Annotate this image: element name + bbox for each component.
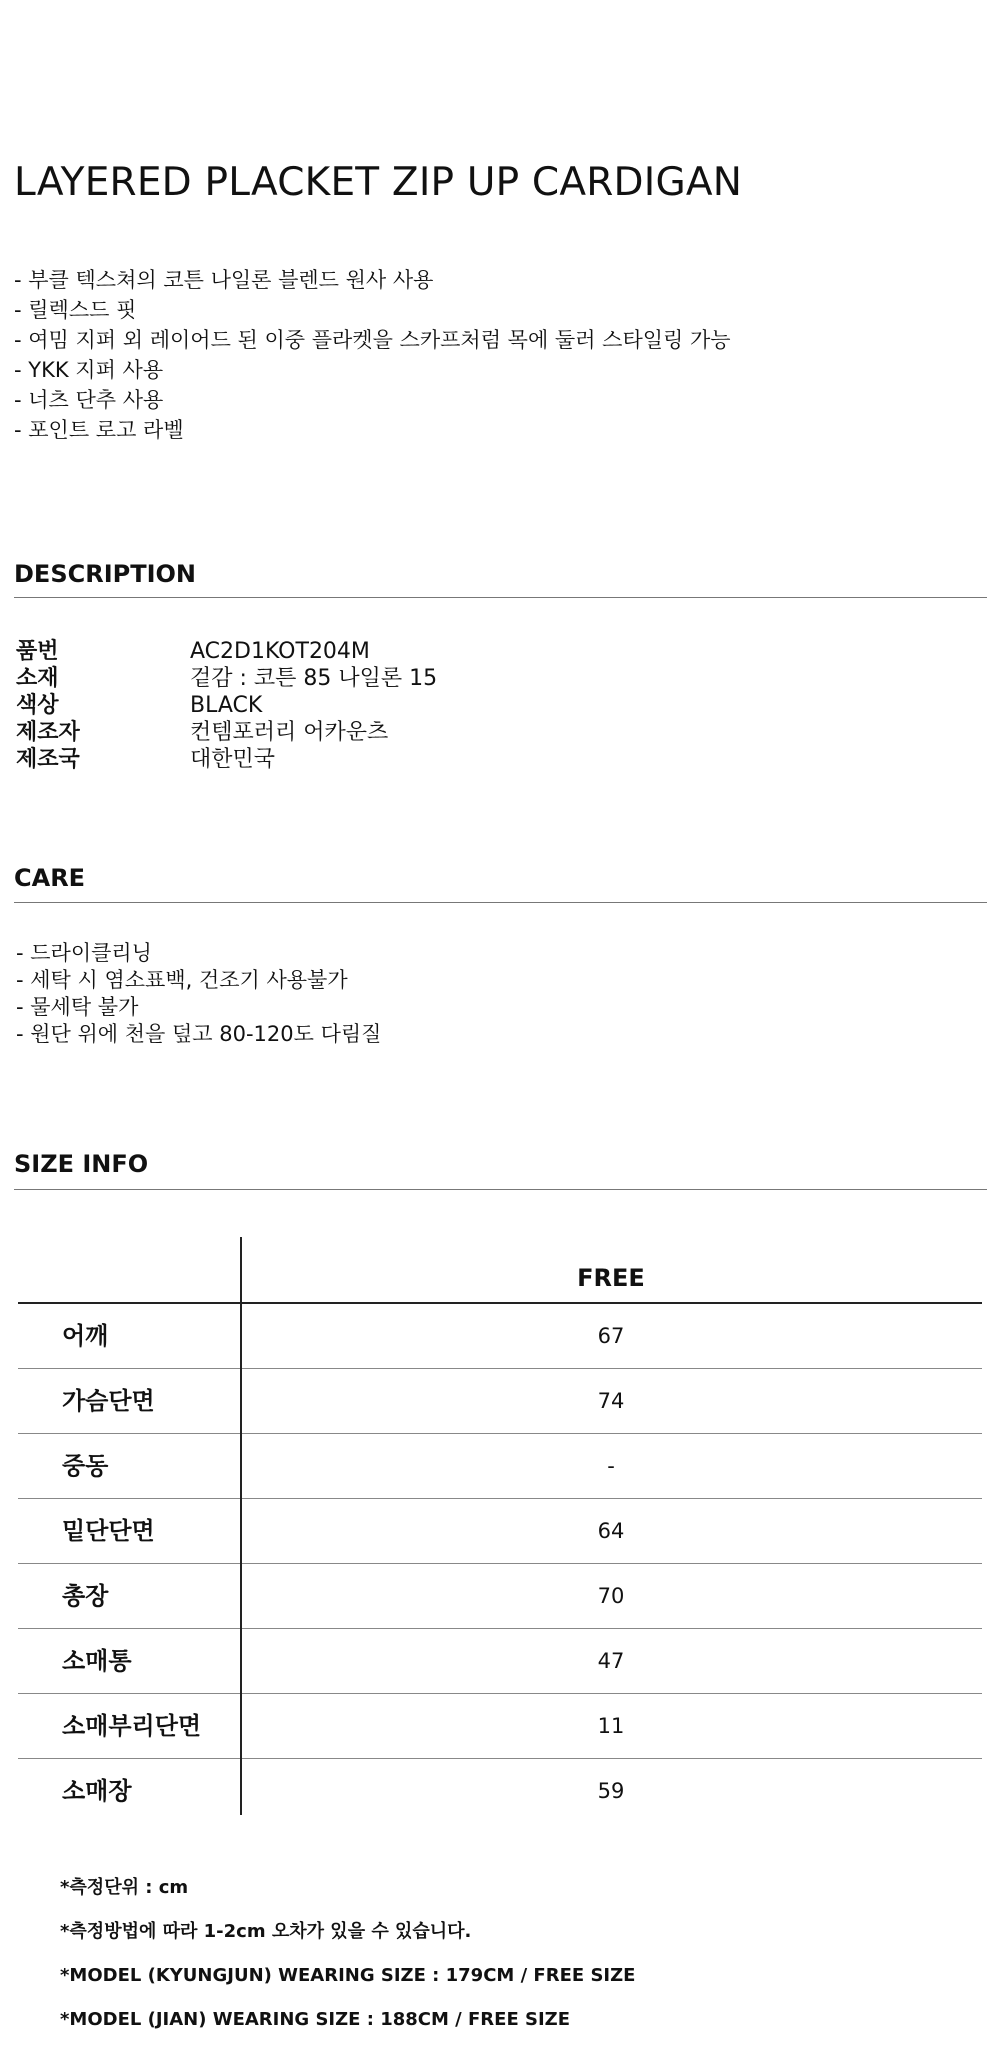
size-row xyxy=(18,1434,982,1499)
size-row-value: 64 xyxy=(597,1519,625,1543)
size-note: *MODEL (KYUNGJUN) WEARING SIZE : 179CM / FREE SIZE xyxy=(60,1965,636,1986)
description-value: 컨템포러리 어카운츠 xyxy=(190,720,389,745)
size-column-header xyxy=(240,1237,982,1302)
size-row-label: 어깨 xyxy=(62,1322,109,1350)
size-row-value: - xyxy=(607,1454,615,1478)
divider xyxy=(14,1189,987,1190)
size-row xyxy=(18,1304,982,1369)
description-row xyxy=(16,665,437,692)
size-note: *측정방법에 따라 1-2cm 오차가 있을 수 있습니다. xyxy=(60,1921,472,1942)
size-row-label: 중동 xyxy=(62,1452,109,1480)
description-row xyxy=(16,719,437,746)
care-item: - 세탁 시 염소표백, 건조기 사용불가 xyxy=(16,968,348,992)
size-row xyxy=(18,1629,982,1694)
size-column-label: FREE xyxy=(577,1264,645,1292)
size-row-label: 총장 xyxy=(62,1582,109,1610)
care-item: - 원단 위에 천을 덮고 80-120도 다림질 xyxy=(16,1022,382,1046)
description-table xyxy=(16,638,437,773)
feature-item: - 여밈 지퍼 외 레이어드 된 이중 플라켓을 스카프처럼 목에 둘러 스타일링 가능 xyxy=(14,328,731,352)
size-row-value: 74 xyxy=(597,1389,625,1413)
description-row xyxy=(16,692,437,719)
description-key: 소재 xyxy=(16,666,59,691)
size-info-heading: SIZE INFO xyxy=(14,1150,149,1178)
size-row-value: 11 xyxy=(597,1714,625,1738)
description-key: 제조국 xyxy=(16,747,80,772)
divider xyxy=(14,597,987,598)
care-list xyxy=(16,940,381,1048)
feature-item: - YKK 지퍼 사용 xyxy=(14,358,164,382)
column-divider xyxy=(240,1237,242,1815)
size-row xyxy=(18,1369,982,1434)
description-key: 색상 xyxy=(16,693,59,718)
feature-item: - 릴렉스드 핏 xyxy=(14,298,137,322)
size-row-label: 밑단단면 xyxy=(62,1517,155,1545)
feature-item: - 부클 텍스쳐의 코튼 나일론 블렌드 원사 사용 xyxy=(14,268,434,292)
size-row xyxy=(18,1694,982,1759)
description-row xyxy=(16,746,437,773)
size-note: *MODEL (JIAN) WEARING SIZE : 188CM / FREE SIZE xyxy=(60,2009,571,2030)
feature-item: - 포인트 로고 라벨 xyxy=(14,418,184,442)
size-row-label: 소매장 xyxy=(62,1777,132,1805)
size-row-label: 소매부리단면 xyxy=(62,1712,202,1740)
description-heading: DESCRIPTION xyxy=(14,560,197,588)
size-row xyxy=(18,1499,982,1564)
description-value: BLACK xyxy=(190,693,263,718)
size-row-label: 가슴단면 xyxy=(62,1387,155,1415)
description-row xyxy=(16,638,437,665)
description-value: 대한민국 xyxy=(190,747,276,772)
size-notes xyxy=(60,1866,635,2042)
size-row-value: 59 xyxy=(597,1779,625,1803)
size-row-value: 67 xyxy=(597,1324,625,1348)
feature-list xyxy=(14,265,731,445)
care-item: - 물세탁 불가 xyxy=(16,995,139,1019)
description-key: 품번 xyxy=(16,639,59,664)
care-heading: CARE xyxy=(14,864,86,892)
size-row xyxy=(18,1759,982,1824)
size-row xyxy=(18,1564,982,1629)
size-row-value: 70 xyxy=(597,1584,625,1608)
divider xyxy=(14,902,987,903)
product-title: LAYERED PLACKET ZIP UP CARDIGAN xyxy=(14,160,743,205)
size-note: *측정단위 : cm xyxy=(60,1877,189,1898)
description-value: 겉감 : 코튼 85 나일론 15 xyxy=(190,666,438,691)
feature-item: - 너츠 단추 사용 xyxy=(14,388,164,412)
size-row-value: 47 xyxy=(597,1649,625,1673)
care-item: - 드라이클리닝 xyxy=(16,941,152,965)
description-key: 제조자 xyxy=(16,720,80,745)
description-value: AC2D1KOT204M xyxy=(190,639,370,664)
size-row-label: 소매통 xyxy=(62,1647,132,1675)
